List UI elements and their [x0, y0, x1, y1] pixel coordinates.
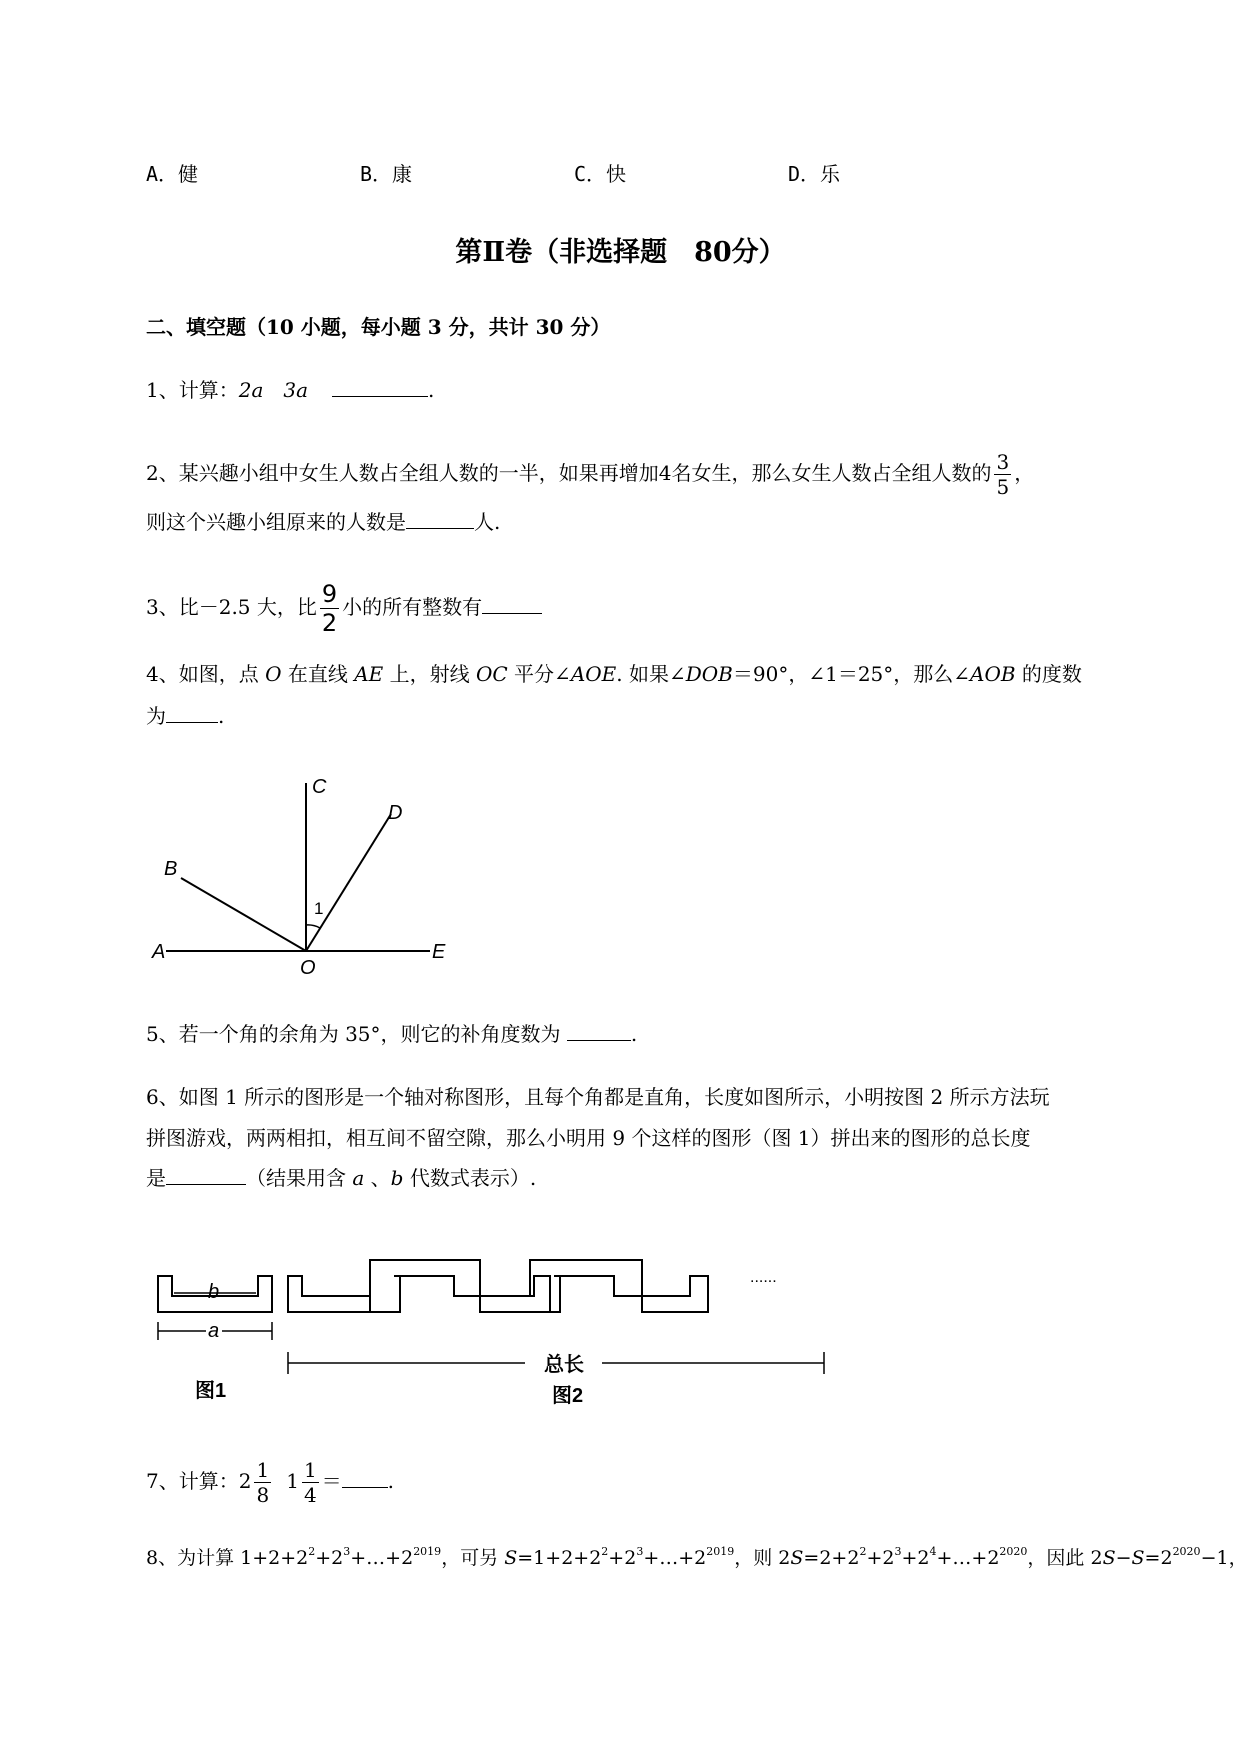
q2-text: 2、某兴趣小组中女生人数占全组人数的一半，如果再增加4名女生，那么女生人数占全组人数的 — [146, 461, 992, 485]
q3-answer-blank[interactable] — [482, 595, 542, 614]
label-a: a — [208, 1320, 220, 1342]
fig2-piece-1-left — [288, 1276, 370, 1312]
question-2-line-1: 2、某兴趣小组中女生人数占全组人数的一半，如果再增加4名女生，那么女生人数占全组人数的 $\frac{3}{5}$ ， — [146, 450, 1035, 499]
label-b: b — [208, 1281, 220, 1303]
label-b: B — [164, 858, 178, 880]
angle-figure — [140, 765, 460, 979]
ray-od — [306, 814, 391, 951]
part-title: 第Ⅱ卷（非选择题 80分） — [455, 237, 786, 268]
angle-1-arc — [306, 925, 320, 928]
q1-end: . — [428, 378, 435, 402]
q2-fraction: $\frac{3}{5}$ — [996, 450, 1010, 499]
option-a: A．健 — [146, 162, 199, 186]
label-a: A — [152, 941, 166, 963]
q1-term-1: 2a — [238, 378, 264, 402]
label-fig2: 图2 — [552, 1385, 584, 1407]
label-o: O — [300, 957, 316, 979]
question-5: 5、若一个角的余角为 35°，则它的补角度数为 . — [146, 1022, 638, 1046]
question-7: 7、计算：2 $\frac{1}{8}$ 1 $\frac{1}{4}$ ＝ . — [146, 1458, 395, 1507]
question-1 — [146, 376, 434, 404]
q7-fraction-2: $\frac{1}{4}$ — [303, 1458, 317, 1507]
q4-answer-blank[interactable] — [166, 704, 218, 723]
section-title: 二、填空题（10 小题，每小题 3 分，共计 30 分） — [146, 315, 611, 339]
label-total: 总长 — [544, 1354, 584, 1376]
question-6-line-1: 6、如图 1 所示的图形是一个轴对称图形，且每个角都是直角，长度如图所示，小明按图 2 所示方法玩 — [146, 1085, 1050, 1109]
label-e: E — [432, 941, 446, 963]
question-8: 8、为计算 $1+2+2^2+2^3+\dots+2^{2019}$，可另 $S=1+2+2^2+2^3+\dots+2^{2019}$，则 $2S=2+2^2+2^3+2^4+\dots+2^{2020}$，因此 $2S-S=2^{2020}-1$， — [146, 1545, 1248, 1569]
question-3: 3、比－2.5 大，比 $\frac{9}{2}$ 小的所有整数有 — [146, 582, 542, 635]
question-6-line-2: 拼图游戏，两两相扣，相互间不留空隙，那么小明用 9 个这样的图形（图 1）拼出来的图形的总长度 — [146, 1126, 1031, 1150]
fig2-piece-5 — [550, 1276, 708, 1312]
fig2-piece-4 — [530, 1260, 642, 1296]
fig2-piece-2 — [370, 1260, 480, 1296]
option-d: D．乐 — [788, 162, 841, 186]
q1-answer-blank[interactable] — [332, 378, 428, 397]
label-d: D — [388, 802, 403, 824]
q7-answer-blank[interactable] — [342, 1469, 388, 1488]
q3-fraction: $\frac{9}{2}$ — [321, 580, 338, 637]
q1-term-2: 3a — [283, 378, 309, 402]
ray-ob — [181, 878, 306, 951]
question-2-line-2: 则这个兴趣小组原来的人数是 人. — [146, 510, 501, 534]
q5-answer-blank[interactable] — [567, 1022, 631, 1041]
label-fig1: 图1 — [195, 1380, 227, 1402]
label-c: C — [312, 776, 327, 798]
question-4-line-1: 4、如图，点 O 在直线 AE 上，射线 OC 平分∠AOE. 如果∠DOB＝90°，∠1＝25°，那么∠AOB 的度数 — [146, 662, 1082, 686]
option-b: B．康 — [360, 162, 413, 186]
q2-answer-blank[interactable] — [406, 510, 474, 529]
fig2-piece-3 — [370, 1276, 550, 1312]
question-4-line-2: 为 . — [146, 704, 225, 728]
continuation-dots: ...... — [750, 1269, 777, 1286]
option-c: C．快 — [574, 162, 627, 186]
q7-fraction-1: $\frac{1}{8}$ — [256, 1458, 270, 1507]
label-angle-1: 1 — [314, 899, 324, 918]
q1-prefix: 1、计算： — [146, 378, 239, 402]
q6-answer-blank[interactable] — [166, 1166, 246, 1185]
puzzle-figure — [140, 1238, 880, 1418]
question-6-line-3: 是 （结果用含 a 、b 代数式表示）. — [146, 1166, 537, 1190]
